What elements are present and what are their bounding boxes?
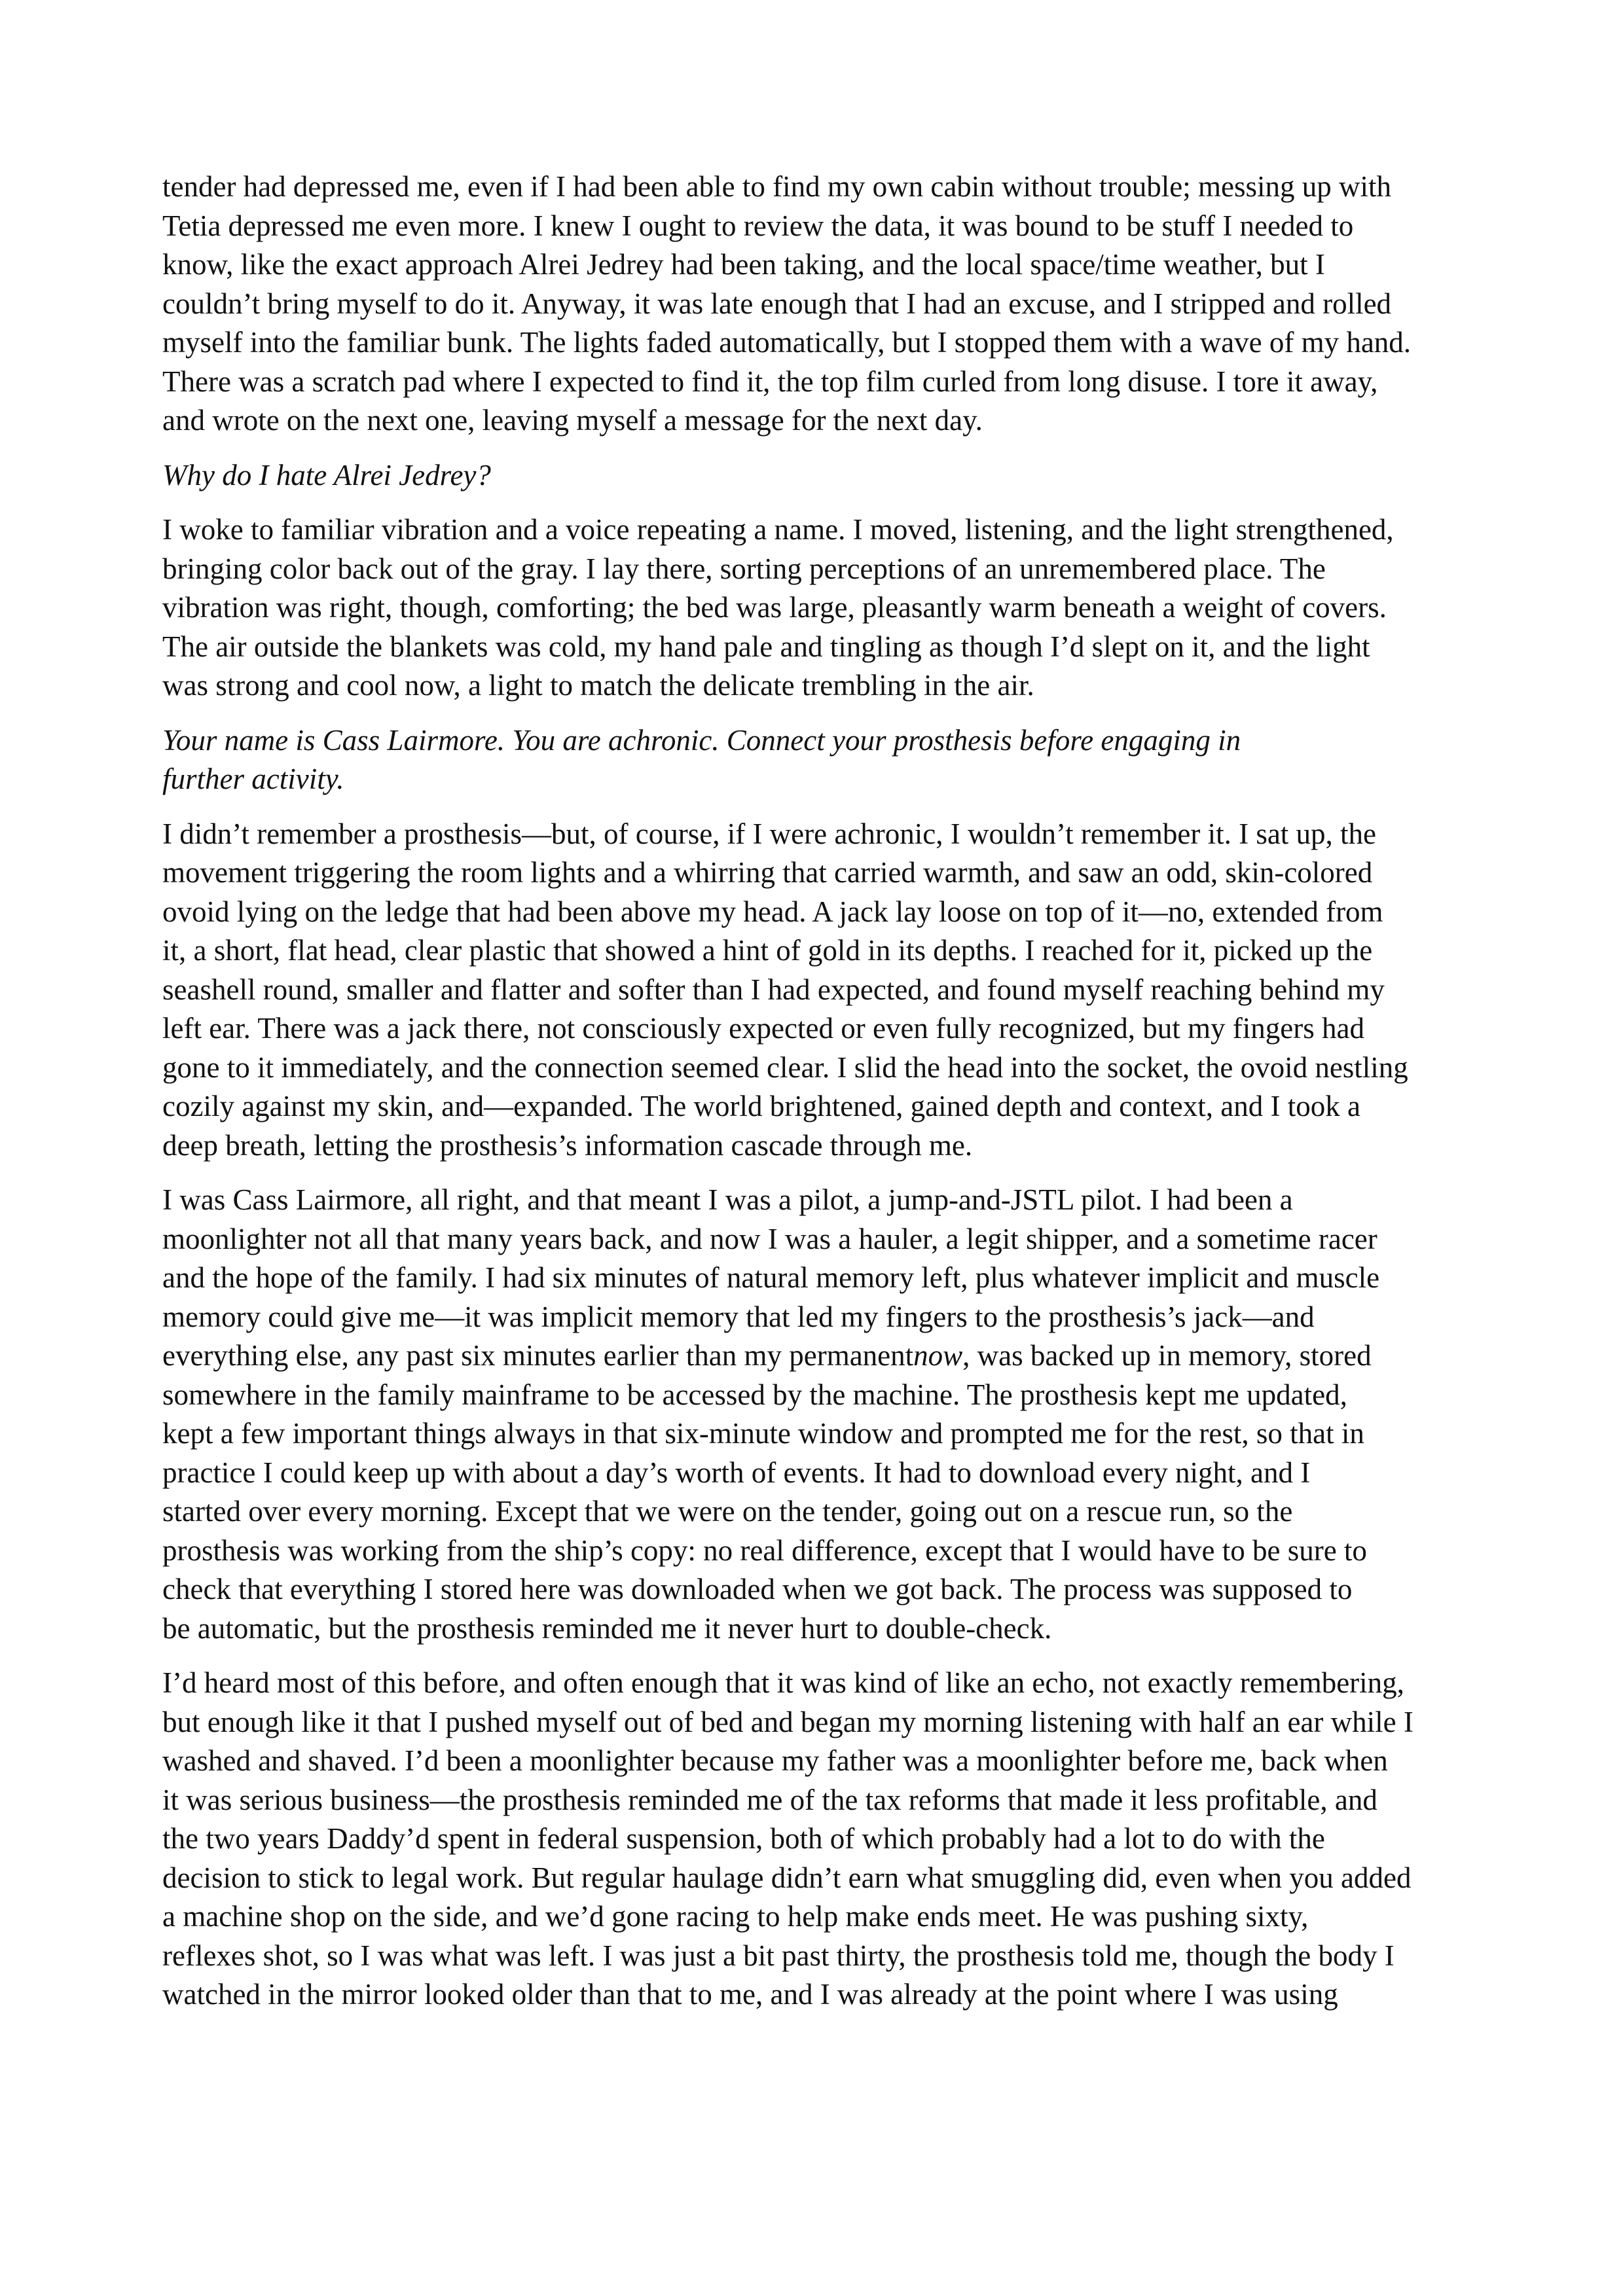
text-line: it, a short, flat head, clear plastic that showed a hint of gold in its depths. I reached for it, picked up the — [162, 934, 1373, 967]
text-line: somewhere in the family mainframe to be accessed by the machine. The prosthesis kept me updated, — [162, 1378, 1347, 1411]
text-line: I’d heard most of this before, and often enough that it was kind of like an echo, not exactly remembering, — [162, 1666, 1404, 1699]
paragraph — [162, 1664, 1465, 2015]
text-line: washed and shaved. I’d been a moonlighter because my father was a moonlighter before me, back when — [162, 1744, 1388, 1777]
text-line: bringing color back out of the gray. I lay there, sorting perceptions of an unremembered place. The — [162, 552, 1326, 585]
text-line: was strong and cool now, a light to match the delicate trembling in the air. — [162, 669, 1034, 702]
text-line: know, like the exact approach Alrei Jedrey had been taking, and the local space/time weather, but I — [162, 248, 1325, 281]
paragraph — [162, 511, 1465, 706]
text-line: gone to it immediately, and the connection seemed clear. I slid the head into the socket, the ovoid nestling — [162, 1050, 1408, 1084]
text-line: seashell round, smaller and flatter and softer than I had expected, and found myself reaching behind my — [162, 973, 1385, 1006]
text-line: memory could give me—it was implicit memory that led my fingers to the prosthesis’s jack—and — [162, 1300, 1315, 1333]
text-line: it was serious business—the prosthesis reminded me of the tax reforms that made it less profitable, and — [162, 1783, 1377, 1816]
text-line: I didn’t remember a prosthesis—but, of course, if I were achronic, I wouldn’t remember it. I sat up, the — [162, 817, 1377, 850]
text-line: The air outside the blankets was cold, my hand pale and tingling as though I’d slept on it, and the light — [162, 630, 1370, 663]
italic-paragraph — [162, 721, 1465, 799]
text-line: but enough like it that I pushed myself out of bed and began my morning listening with half an ear while I — [162, 1705, 1413, 1738]
text-line: I was Cass Lairmore, all right, and that meant I was a pilot, a jump-and-JSTL pilot. I had been a — [162, 1183, 1293, 1216]
text-line: There was a scratch pad where I expected to find it, the top film curled from long disuse. I tore it away, — [162, 365, 1378, 398]
text-line: be automatic, but the prosthesis reminded me it never hurt to double-check. — [162, 1611, 1052, 1645]
text-line: everything else, any past six minutes earlier than my permanentnow, was backed up in memory, stored — [162, 1339, 1372, 1372]
text-line: kept a few important things always in that six-minute window and prompted me for the rest, so that in — [162, 1417, 1364, 1450]
text-line: a machine shop on the side, and we’d gone racing to help make ends meet. He was pushing sixty, — [162, 1900, 1309, 1933]
paragraph — [162, 815, 1465, 1166]
paragraph — [162, 168, 1465, 440]
text-line: reflexes shot, so I was what was left. I was just a bit past thirty, the prosthesis told me, though the body I — [162, 1939, 1395, 1972]
text-line: Why do I hate Alrei Jedrey? — [162, 458, 491, 492]
text-line: deep breath, letting the prosthesis’s information cascade through me. — [162, 1128, 973, 1162]
text-line: couldn’t bring myself to do it. Anyway, it was late enough that I had an excuse, and I stripped and rolled — [162, 287, 1392, 320]
text-line: tender had depressed me, even if I had been able to find my own cabin without trouble; messing up with — [162, 170, 1392, 203]
text-line: Tetia depressed me even more. I knew I ought to review the data, it was bound to be stuff I needed to — [162, 209, 1354, 242]
text-line: ovoid lying on the ledge that had been above my head. A jack lay loose on top of it—no, extended from — [162, 895, 1383, 928]
paragraph — [162, 1181, 1465, 1648]
text-line: and wrote on the next one, leaving myself a message for the next day. — [162, 404, 983, 437]
text-line: and the hope of the family. I had six minutes of natural memory left, plus whatever implicit and muscle — [162, 1261, 1380, 1294]
text-line: further activity. — [162, 762, 344, 795]
text-line: started over every morning. Except that we were on the tender, going out on a rescue run, so the — [162, 1495, 1293, 1528]
text-line: myself into the familiar bunk. The lights faded automatically, but I stopped them with a wave of my hand. — [162, 326, 1412, 359]
text-line: movement triggering the room lights and a whirring that carried warmth, and saw an odd, skin-colored — [162, 856, 1373, 889]
text-line: prosthesis was working from the ship’s copy: no real difference, except that I would have to be sure to — [162, 1534, 1367, 1567]
body-text — [162, 168, 1465, 2030]
text-line: check that everything I stored here was downloaded when we got back. The process was supposed to — [162, 1573, 1353, 1605]
italic-paragraph — [162, 456, 1465, 495]
text-line: moonlighter not all that many years back, and now I was a hauler, a legit shipper, and a sometime racer — [162, 1222, 1377, 1255]
text-line: the two years Daddy’d spent in federal suspension, both of which probably had a lot to do with the — [162, 1822, 1325, 1855]
text-line: cozily against my skin, and—expanded. The world brightened, gained depth and context, and I took a — [162, 1090, 1360, 1122]
text-line: practice I could keep up with about a day’s worth of events. It had to download every night, and I — [162, 1456, 1311, 1489]
emphasis: now — [913, 1339, 963, 1372]
text-line: Your name is Cass Lairmore. You are achronic. Connect your prosthesis before engaging in — [162, 723, 1241, 757]
text-line: vibration was right, though, comforting; the bed was large, pleasantly warm beneath a weight of covers. — [162, 591, 1387, 624]
text-line: watched in the mirror looked older than that to me, and I was already at the point where I was using — [162, 1978, 1338, 2011]
text-line: decision to stick to legal work. But regular haulage didn’t earn what smuggling did, even when you added — [162, 1861, 1412, 1894]
text-line: left ear. There was a jack there, not consciously expected or even fully recognized, but my fingers had — [162, 1012, 1364, 1045]
text-line: I woke to familiar vibration and a voice repeating a name. I moved, listening, and the light strengthened, — [162, 513, 1394, 546]
